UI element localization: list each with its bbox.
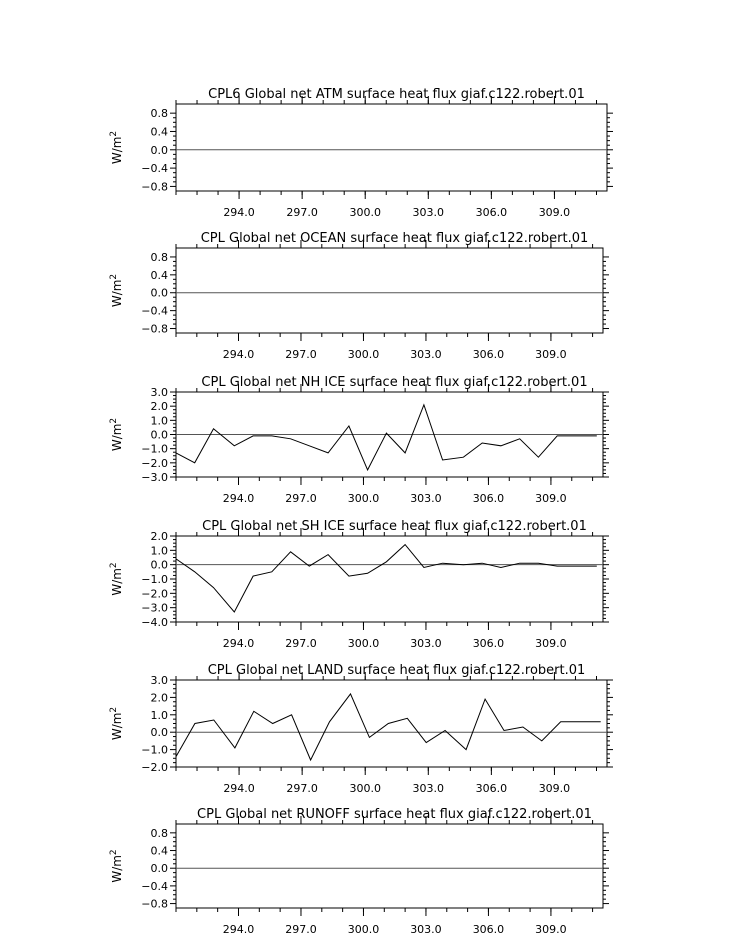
series-line-1 (176, 405, 597, 470)
y-axis-label-unit: W/m (110, 423, 124, 452)
chart-panel-3 (109, 375, 609, 505)
y-tick-label: 0.0 (150, 143, 168, 157)
y-axis-label (109, 418, 124, 451)
chart-panel-6 (109, 807, 609, 936)
y-tick-label: −1.0 (141, 743, 168, 757)
x-tick-label: 294.0 (222, 492, 255, 505)
plot-frame (176, 680, 607, 767)
x-tick-label: 297.0 (286, 206, 318, 219)
y-tick-label: 0.0 (150, 286, 168, 300)
plot-frame (176, 536, 603, 622)
plot-frame (176, 824, 603, 908)
x-tick-label: 309.0 (535, 637, 567, 650)
x-tick-label: 297.0 (286, 782, 318, 795)
x-tick-label: 303.0 (412, 206, 445, 219)
y-tick-label: 3.0 (150, 674, 168, 687)
chart-panel-5 (109, 663, 613, 795)
y-axis-label (109, 707, 124, 740)
y-tick-label: 0.8 (150, 250, 168, 264)
y-axis-label-superscript: 2 (109, 562, 119, 569)
x-tick-label: 306.0 (472, 923, 505, 936)
x-tick-label: 294.0 (223, 782, 255, 795)
x-tick-label: 294.0 (222, 348, 255, 361)
y-tick-label: 0.4 (150, 844, 168, 858)
y-tick-label: 1.0 (150, 544, 168, 558)
x-tick-label: 300.0 (349, 782, 381, 795)
chart-title: CPL Global net SH ICE surface heat flux giaf.c122.robert.01 (202, 519, 587, 534)
plot-frame (176, 104, 607, 191)
x-tick-label: 294.0 (222, 923, 255, 936)
series-line-1 (176, 694, 601, 760)
y-tick-label: −0.4 (141, 304, 168, 318)
x-tick-label: 306.0 (472, 348, 505, 361)
chart-title: CPL Global net RUNOFF surface heat flux giaf.c122.robert.01 (197, 807, 592, 822)
x-tick-label: 306.0 (475, 206, 508, 219)
y-axis-label-superscript: 2 (109, 130, 119, 137)
x-tick-label: 300.0 (347, 637, 380, 650)
y-tick-label: 0.0 (150, 862, 168, 876)
x-tick-label: 297.0 (285, 348, 317, 361)
y-axis-label-superscript: 2 (109, 417, 119, 424)
x-tick-label: 309.0 (538, 782, 571, 795)
y-tick-label: 0.0 (150, 428, 168, 442)
y-tick-label: −1.0 (141, 573, 168, 586)
y-tick-label: 2.0 (150, 400, 168, 414)
x-tick-label: 306.0 (472, 492, 505, 505)
y-tick-label: −2.0 (141, 456, 168, 470)
y-tick-label: −3.0 (141, 471, 168, 484)
y-tick-label: 0.8 (150, 107, 168, 121)
series-line-1 (176, 545, 597, 612)
y-tick-label: 2.0 (150, 691, 168, 705)
y-axis-label (109, 849, 124, 882)
y-tick-label: −2.0 (141, 761, 168, 774)
chart-title: CPL Global net NH ICE surface heat flux giaf.c122.robert.01 (201, 375, 588, 390)
y-tick-label: 1.0 (150, 414, 168, 428)
y-tick-label: −1.0 (141, 442, 168, 456)
plot-frame (176, 248, 603, 333)
y-axis-label-unit: W/m (110, 568, 124, 596)
x-tick-label: 309.0 (535, 923, 567, 936)
y-tick-label: −0.8 (141, 897, 168, 911)
y-tick-label: −0.4 (141, 879, 168, 893)
x-tick-label: 297.0 (285, 637, 317, 650)
y-tick-label: 0.0 (150, 558, 168, 572)
x-tick-label: 303.0 (410, 637, 442, 650)
y-tick-label: −4.0 (141, 616, 168, 629)
x-tick-label: 309.0 (538, 206, 571, 219)
y-tick-label: 1.0 (150, 708, 168, 722)
x-tick-label: 303.0 (410, 492, 442, 505)
y-axis-label-unit: W/m (110, 279, 124, 308)
x-tick-label: 294.0 (223, 206, 255, 219)
y-axis-label (109, 274, 124, 307)
chart-title: CPL Global net OCEAN surface heat flux giaf.c122.robert.01 (200, 231, 589, 246)
x-tick-label: 303.0 (410, 348, 442, 361)
y-axis-label (109, 562, 124, 595)
x-tick-label: 294.0 (222, 637, 255, 650)
y-tick-label: 0.4 (150, 125, 168, 139)
y-tick-label: 3.0 (150, 386, 168, 399)
x-tick-label: 297.0 (285, 923, 317, 936)
y-tick-label: 0.4 (150, 268, 168, 282)
y-axis-label (109, 131, 124, 164)
chart-panel-1 (109, 87, 613, 219)
x-tick-label: 309.0 (535, 492, 567, 505)
y-axis-label-superscript: 2 (109, 273, 119, 280)
y-tick-label: −0.8 (141, 180, 168, 194)
y-axis-label-unit: W/m (110, 855, 124, 883)
y-tick-label: −3.0 (141, 601, 168, 615)
x-tick-label: 306.0 (475, 782, 508, 795)
chart-title: CPL Global net LAND surface heat flux giaf.c122.robert.01 (207, 663, 586, 678)
x-tick-label: 306.0 (472, 637, 505, 650)
x-tick-label: 300.0 (347, 492, 380, 505)
x-tick-label: 309.0 (535, 348, 567, 361)
y-axis-label-unit: W/m (110, 136, 124, 165)
chart-panel-4 (109, 519, 609, 650)
y-tick-label: −0.4 (141, 162, 168, 176)
x-tick-label: 300.0 (349, 206, 381, 219)
y-tick-label: 0.0 (150, 726, 168, 740)
y-axis-label-unit: W/m (110, 712, 124, 741)
y-tick-label: 0.8 (150, 826, 168, 840)
y-axis-label-superscript: 2 (109, 849, 119, 856)
x-tick-label: 303.0 (410, 923, 442, 936)
y-tick-label: −2.0 (141, 587, 168, 601)
y-axis-label-superscript: 2 (109, 706, 119, 713)
x-tick-label: 300.0 (347, 348, 380, 361)
y-tick-label: 2.0 (150, 530, 168, 543)
x-tick-label: 297.0 (285, 492, 317, 505)
y-tick-label: −0.8 (141, 322, 168, 336)
chart-title: CPL6 Global net ATM surface heat flux giaf.c122.robert.01 (208, 87, 585, 102)
chart-panel-2 (109, 231, 609, 361)
x-tick-label: 300.0 (347, 923, 380, 936)
x-tick-label: 303.0 (412, 782, 445, 795)
